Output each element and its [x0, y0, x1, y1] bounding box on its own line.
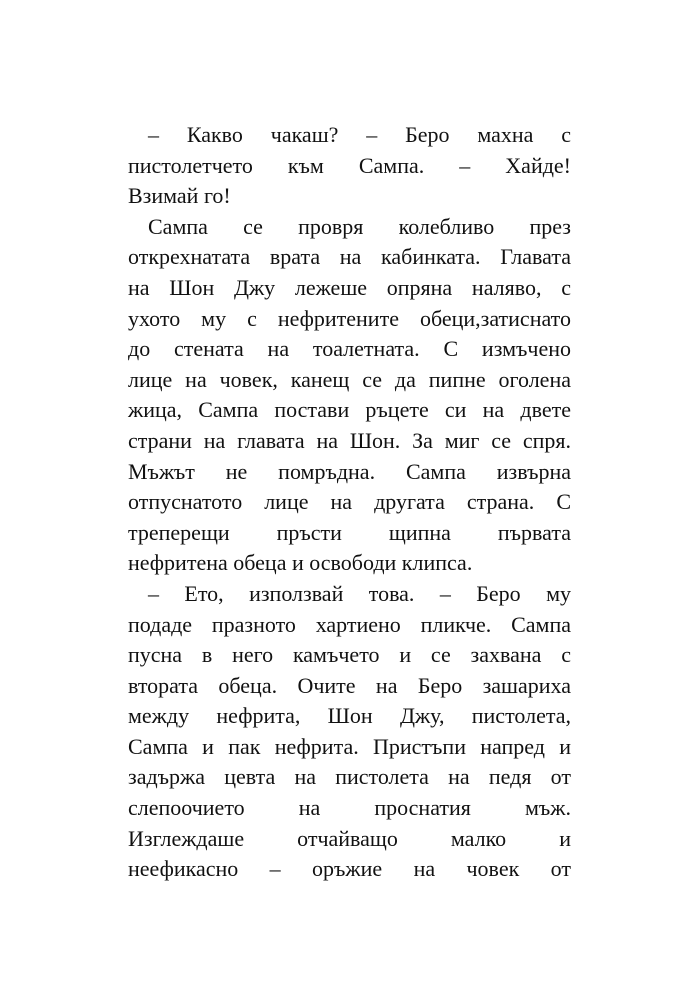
text-line: неефикасно – оръжие на човек от — [128, 856, 571, 882]
paragraph-1 — [128, 120, 571, 212]
text-line: задържа цевта на пистолета на педя от — [128, 764, 571, 790]
paragraph-3 — [128, 579, 571, 885]
text-line: Мъжът не помръдна. Сампа извърна — [128, 458, 571, 484]
text-line: треперещи пръсти щипна първата — [128, 519, 571, 545]
text-line: лице на човек, канещ се да пипне оголена — [128, 366, 571, 392]
text-line: подаде празното хартиено пликче. Сампа — [128, 611, 571, 637]
text-line: ухото му с нефритените обеци,затиснато — [128, 305, 571, 331]
text-line: пистолетчето към Сампа. – Хайде! — [128, 152, 571, 178]
text-line: – Какво чакаш? – Беро махна с — [148, 122, 571, 147]
text-line: втората обеца. Очите на Беро зашариха — [128, 672, 571, 698]
text-line: отпуснатото лице на другата страна. С — [128, 489, 571, 515]
text-line: жица, Сампа постави ръцете си на двете — [128, 397, 571, 423]
text-line: на Шон Джу лежеше опряна наляво, с — [128, 274, 571, 300]
text-line: Изглеждаше отчайващо малко и — [128, 825, 571, 851]
text-line: страни на главата на Шон. За миг се спря. — [128, 427, 571, 453]
text-line: нефритена обеца и освободи клипса. — [128, 550, 473, 576]
book-page-text — [128, 120, 571, 885]
text-line: Сампа се провря колебливо през — [148, 213, 571, 239]
paragraph-2 — [128, 212, 571, 579]
text-line: пусна в него камъчето и се захвана с — [128, 642, 571, 668]
text-line: слепоочието на проснатия мъж. — [128, 795, 571, 821]
text-line: до стената на тоалетната. С измъчено — [128, 336, 571, 362]
text-line: – Ето, използвай това. – Беро му — [148, 580, 571, 606]
text-line: между нефрита, Шон Джу, пистолета, — [128, 703, 571, 729]
text-line: Сампа и пак нефрита. Пристъпи напред и — [128, 733, 571, 759]
text-line: открехнатата врата на кабинката. Главата — [128, 244, 571, 270]
text-line: Взимай го! — [128, 183, 231, 209]
